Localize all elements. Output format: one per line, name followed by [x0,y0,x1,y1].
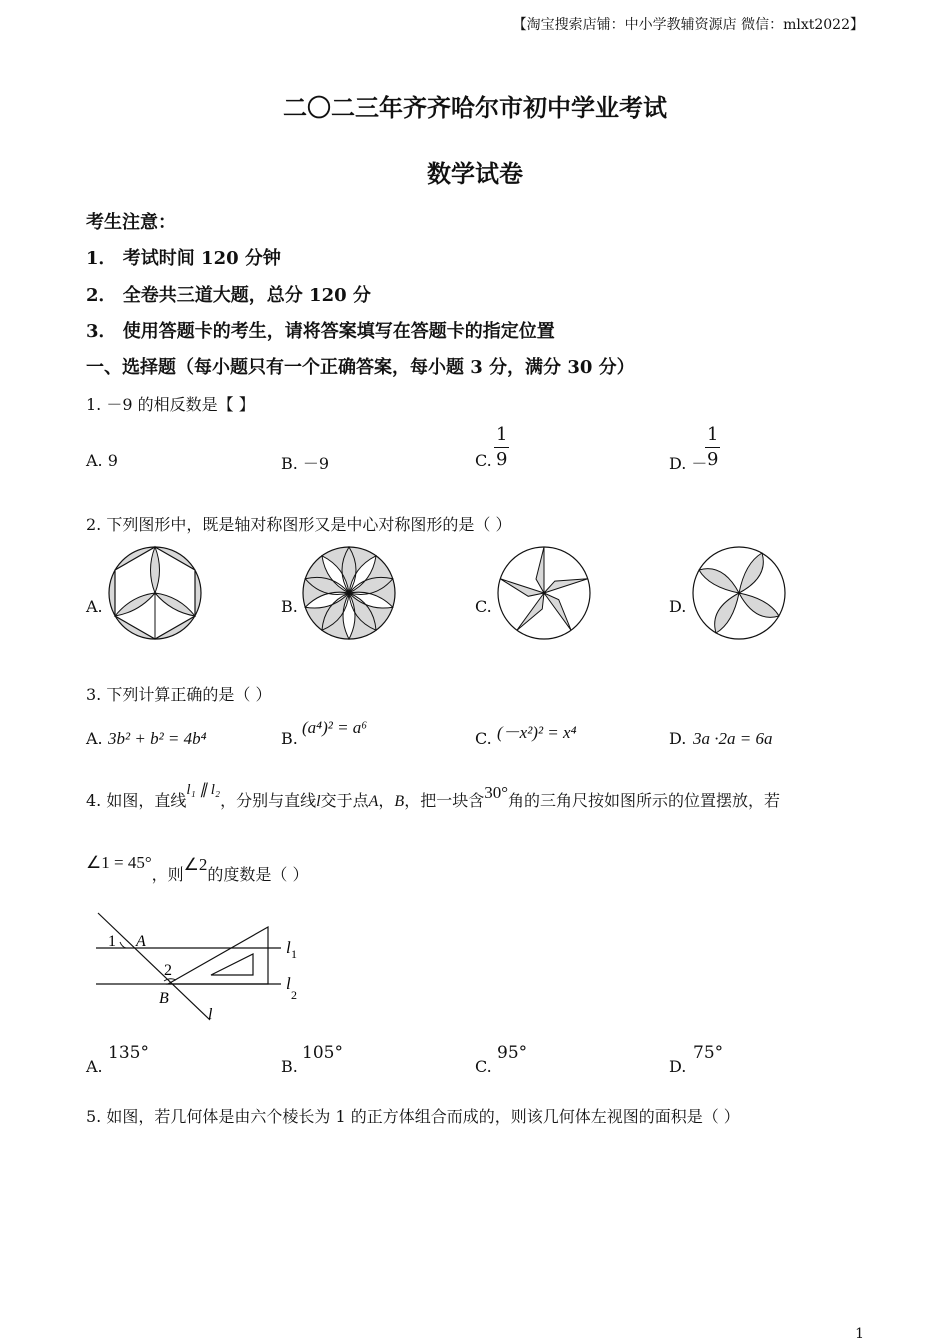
q2-figure-d [690,544,788,642]
q4-option-c-label: C. [475,1057,492,1076]
q4-option-a-label: A. [86,1057,103,1076]
q4-option-b-value: 105° [302,1043,343,1063]
q3-option-b-expr: (a⁴)² = a⁶ [302,718,368,737]
q4-text: 角的三角尺按如图所示的位置摆放，若 [508,791,781,810]
q3-option-d-expr: 3a ·2a = 6a [693,729,773,748]
q4-text: ，把一块含 [404,791,485,810]
q3-option-c-expr: (－x²)² = x⁴ [497,723,577,742]
q3-option-d-label: D. [669,729,687,748]
q3-option-c-label: C. [475,729,492,748]
fraction-denominator: 9 [496,449,508,470]
q2-figure-a [106,544,204,642]
q2-option-a-label: A. [86,597,103,616]
label-l2: l [286,974,291,993]
q1-option-c-fraction [494,423,509,472]
q1-option-d-fraction [705,423,720,472]
q3-option-a-label: A. [86,729,103,748]
q4-text: 的度数是（ ） [207,865,309,884]
q4-option-b-label: B. [281,1057,298,1076]
q2-option-c-label: C. [475,597,492,616]
q2-option-b-label: B. [281,597,298,616]
q2-figure-b [300,544,398,642]
q4-text: 交于点 [320,791,369,810]
q4-text: 4. 如图，直线 [86,791,187,810]
q1-stem: 1. －9 的相反数是【 】 [86,395,255,414]
q1-option-d-label: D. － [669,454,708,473]
q3-option-a-expr: 3b² + b² = 4b⁴ [108,729,207,748]
label-angle-1: 1 [108,933,116,950]
notice-item: 3． 使用答题卡的考生，请将答案填写在答题卡的指定位置 [86,321,555,342]
q3-option-b-label: B. [281,729,298,748]
line-l [98,913,210,1020]
q4-parallel-lines: l₁ ∥ l₂ [186,782,221,798]
q3-stem: 3. 下列计算正确的是（ ） [86,685,272,704]
fraction-numerator: 1 [707,424,719,445]
page-number: 1 [855,1326,864,1342]
q1-option-c-label: C. [475,451,492,470]
label-l1-sub: 1 [291,947,297,961]
q4-stem-line2 [86,853,309,885]
q4-text: ，分别与直线 [220,791,317,810]
notice-item: 1． 考试时间 120 分钟 [86,248,281,269]
label-point-a: A [136,933,146,950]
q4-option-c-value: 95° [497,1043,528,1063]
q4-condition: ∠1 = 45° [86,853,152,872]
q2-figure-c [495,544,593,642]
q4-text: ， [378,791,395,810]
q4-line-l: l [316,793,321,810]
q4-text: ，则 [151,865,184,884]
q5-stem: 5. 如图，若几何体是由六个棱长为 1 的正方体组合而成的，则该几何体左视图的面积是（ ） [86,1107,740,1126]
q4-option-d-value: 75° [693,1043,724,1063]
exam-title: 二〇二三年齐齐哈尔市初中学业考试 [283,93,667,122]
triangle-inner [211,954,253,975]
label-angle-2: 2 [164,962,172,979]
q4-point-a: A [368,793,379,810]
q4-angle-2: ∠2 [183,855,208,874]
exam-subtitle: 数学试卷 [427,159,523,188]
q1-option-b: B. －9 [281,454,330,473]
q4-angle-30: 30° [484,783,509,802]
label-l2-sub: 2 [291,988,297,1002]
q4-option-a-value: 135° [108,1043,149,1063]
label-point-b: B [159,990,169,1007]
label-line-l: l [208,1006,213,1023]
fraction-denominator: 9 [707,449,719,470]
section-heading: 一、选择题（每小题只有一个正确答案，每小题 3 分，满分 30 分） [86,357,635,378]
fraction-numerator: 1 [496,424,508,445]
q1-option-a: A. 9 [86,451,118,470]
q4-figure [86,905,316,1030]
q2-stem: 2. 下列图形中，既是轴对称图形又是中心对称图形的是（ ） [86,515,512,534]
q4-option-d-label: D. [669,1057,687,1076]
label-l1: l [286,938,291,957]
q4-stem-line1 [86,782,781,811]
notice-heading: 考生注意： [86,212,176,233]
notice-item: 2． 全卷共三道大题，总分 120 分 [86,285,371,306]
q4-point-b: B [394,793,405,810]
header-note: 【淘宝搜索店铺：中小学教辅资源店 微信：mlxt2022】 [512,17,864,33]
q2-option-d-label: D. [669,597,687,616]
